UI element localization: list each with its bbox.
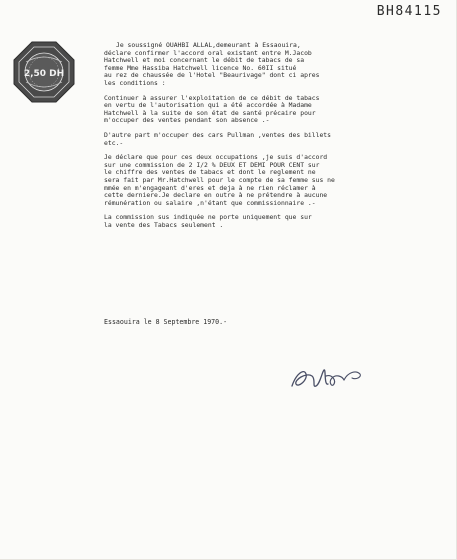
text-line: Hatchwell à la suite de son état de santé précaire pour: [104, 108, 316, 117]
paragraph-2: [104, 95, 444, 125]
text-line: le chiffre des ventes de tabacs et dont le reglement ne: [104, 168, 316, 177]
document-reference-number: BH84115: [376, 4, 442, 19]
text-line: sur une commission de 2 I/2 % DEUX ET DEMI POUR CENT sur: [104, 160, 320, 169]
paragraph-1: [104, 42, 444, 88]
text-line: Hatchwell et moi concernant le débit de tabacs de sa: [104, 56, 305, 65]
text-line: femme Mme Hassiba Hatchwell licence No. 60II situé: [104, 63, 297, 72]
text-line: Continuer à assurer l'exploitation de ce débit de tabacs: [104, 93, 320, 102]
signature: [286, 360, 366, 396]
text-line: sera fait par Mr.Hatchwell pour le compte de sa femme sus ne: [104, 175, 335, 184]
text-line: La commission sus indiquée ne porte uniquement que sur: [104, 213, 312, 222]
paragraph-3: [104, 132, 444, 147]
document-body: [104, 42, 444, 236]
handwritten-signature-icon: [286, 360, 366, 396]
text-line: etc.-: [104, 138, 124, 147]
place-date-line: Essaouira le 8 Septembre 1970.-: [104, 318, 228, 326]
text-line: m'occuper des ventes pendant son absence .-: [104, 116, 270, 125]
paragraph-5: [104, 214, 444, 229]
text-line: au rez de chaussée de l'Hotel "Beaurivage" dont ci apres: [104, 71, 320, 80]
text-line: cette derniere.Je declare en outre à ne prétendre à aucune: [104, 191, 328, 200]
stamp-value: 2,50 DH: [23, 69, 65, 79]
text-line: D'autre part m'occuper des cars Pullman ,ventes des billets: [104, 130, 332, 139]
text-line: la vente des Tabacs seulement .: [104, 220, 224, 229]
text-line: déclare confirmer l'accord oral existant entre M.Jacob: [104, 48, 312, 57]
paragraph-4: [104, 154, 444, 207]
text-line: rémunération ou salaire ,n'étant que commissionnaire .-: [104, 198, 316, 207]
text-line: les conditions :: [104, 78, 166, 87]
stamp-seal-icon: [12, 40, 76, 104]
text-line: en vertu de l'autorisation qui a été accordée à Madame: [104, 101, 312, 110]
tax-stamp: [12, 40, 76, 104]
text-line: Je déclare que pour ces deux occupations ,je suis d'accord: [104, 153, 328, 162]
text-line: Je soussigné OUAHBI ALLAL,demeurant à Essaouira,: [116, 41, 301, 49]
text-line: mmée en m'engageant d'eres et deja à ne rien réclamer à: [104, 183, 316, 192]
